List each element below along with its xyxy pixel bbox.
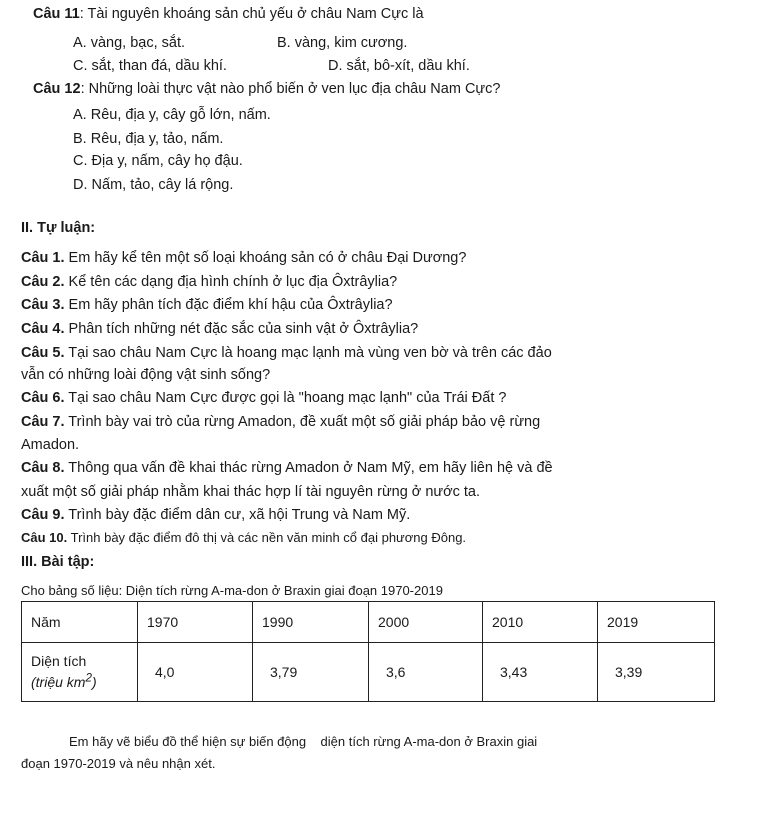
- year-cell: 2010: [483, 602, 598, 643]
- question-text: Trình bày đặc điểm dân cư, xã hội Trung và Nam Mỹ.: [64, 507, 411, 523]
- question-text: Thông qua vấn đề khai thác rừng Amadon ở Nam Mỹ, em hãy liên hệ và đề: [64, 460, 553, 476]
- question-number: Câu 9.: [21, 507, 65, 523]
- section-heading-exercise: III. Bài tập:: [21, 554, 95, 570]
- essay-question-3: [21, 296, 393, 314]
- question-number: Câu 6.: [21, 390, 65, 406]
- essay-question-6: [21, 389, 506, 407]
- year-cell: 1990: [253, 602, 369, 643]
- question-text: Trình bày đặc điểm đô thị và các nền văn minh cổ đại phương Đông.: [67, 530, 467, 545]
- essay-question-9: [21, 506, 410, 524]
- section-heading-essay: II. Tự luận:: [21, 220, 96, 236]
- value-cell: 3,43: [483, 643, 598, 702]
- question-text: Kể tên các dạng địa hình chính ở lục địa Ôxtrâylia?: [64, 274, 398, 290]
- exercise-task: Em hãy vẽ biểu đồ thể hiện sự biến động diện tích rừng A-ma-don ở Braxin giai: [69, 734, 538, 749]
- essay-question-4: [21, 320, 418, 338]
- question-text: Phân tích những nét đặc sắc của sinh vật ở Ôxtrâylia?: [64, 321, 419, 337]
- option-c: C. Địa y, nấm, cây họ đậu.: [73, 153, 243, 169]
- row-label-area: [22, 643, 138, 702]
- question-number: Câu 8.: [21, 460, 65, 476]
- value-cell: 3,6: [369, 643, 483, 702]
- essay-question-5-cont: vẫn có những loài động vật sinh sống?: [21, 367, 271, 383]
- essay-question-10: [21, 529, 466, 547]
- question-text: Em hãy phân tích đặc điểm khí hậu của Ôxtrâylia?: [64, 297, 393, 313]
- unit-text: (triệu km: [31, 674, 86, 691]
- option-d: D. sắt, bô-xít, dầu khí.: [328, 58, 470, 74]
- year-cell: 2000: [369, 602, 483, 643]
- question-text: Em hãy kể tên một số loại khoáng sản có ở châu Đại Dương?: [64, 250, 467, 266]
- question-number: Câu 7.: [21, 414, 65, 430]
- row-label-unit: [31, 671, 97, 691]
- question-number: Câu 1.: [21, 250, 65, 266]
- option-a: A. Rêu, địa y, cây gỗ lớn, nấm.: [73, 107, 271, 123]
- essay-question-1: [21, 249, 466, 267]
- option-b: B. Rêu, địa y, tảo, nấm.: [73, 131, 224, 147]
- option-c: C. sắt, than đá, dầu khí.: [73, 58, 227, 74]
- essay-question-7: [21, 413, 540, 431]
- question-number: Câu 11: [33, 6, 80, 22]
- table-row-years: [22, 602, 715, 643]
- year-cell: 2019: [598, 602, 715, 643]
- option-b: B. vàng, kim cương.: [277, 35, 408, 51]
- option-d: D. Nấm, tảo, cây lá rộng.: [73, 177, 234, 193]
- question-text: : Tài nguyên khoáng sản chủ yếu ở châu Nam Cực là: [79, 6, 424, 22]
- question-number: Câu 5.: [21, 345, 65, 361]
- question-number: Câu 3.: [21, 297, 65, 313]
- unit-superscript: 2: [85, 671, 92, 685]
- value-cell: 4,0: [138, 643, 253, 702]
- question-11: [33, 5, 424, 23]
- essay-question-8: [21, 459, 553, 477]
- question-number: Câu 10.: [21, 530, 68, 545]
- value-cell: 3,39: [598, 643, 715, 702]
- exercise-task-cont: đoạn 1970-2019 và nêu nhận xét.: [21, 756, 216, 771]
- exercise-intro: Cho bảng số liệu: Diện tích rừng A-ma-don ở Braxin giai đoạn 1970-2019: [21, 583, 443, 598]
- year-cell: 1970: [138, 602, 253, 643]
- value-cell: 3,79: [253, 643, 369, 702]
- question-text: : Những loài thực vật nào phổ biến ở ven lục địa châu Nam Cực?: [80, 81, 501, 97]
- question-number: Câu 2.: [21, 274, 65, 290]
- question-number: Câu 4.: [21, 321, 65, 337]
- option-a: A. vàng, bạc, sắt.: [73, 35, 186, 51]
- question-text: Trình bày vai trò của rừng Amadon, đề xuất một số giải pháp bảo vệ rừng: [64, 414, 541, 430]
- question-text: Tại sao châu Nam Cực được gọi là "hoang mạc lạnh" của Trái Đất ?: [64, 390, 507, 406]
- row-label-line1: Diện tích: [31, 652, 87, 669]
- question-12: [33, 80, 500, 98]
- table-header-label: Năm: [22, 602, 138, 643]
- question-text: Tại sao châu Nam Cực là hoang mạc lạnh mà vùng ven bờ và trên các đảo: [64, 345, 552, 361]
- essay-question-7-cont: Amadon.: [21, 437, 80, 453]
- forest-area-table: [21, 601, 715, 702]
- unit-close: ): [91, 674, 97, 691]
- table-row-area: [22, 643, 715, 702]
- essay-question-5: [21, 344, 552, 362]
- essay-question-2: [21, 273, 397, 291]
- essay-question-8-cont: xuất một số giải pháp nhằm khai thác hợp lí tài nguyên rừng ở nước ta.: [21, 484, 481, 500]
- question-number: Câu 12: [33, 81, 81, 97]
